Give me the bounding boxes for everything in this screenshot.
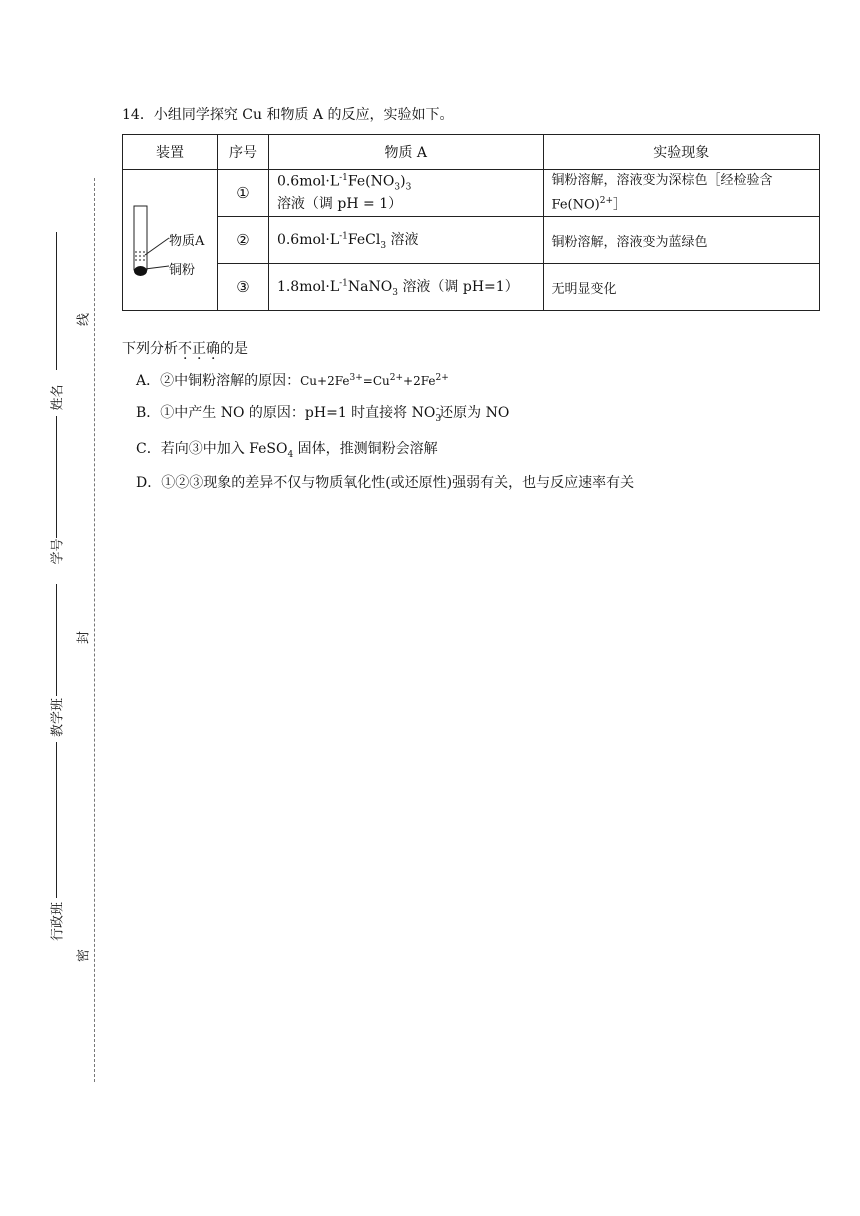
row1-number: ① xyxy=(218,170,269,217)
xingzhengban-label: 行政班 xyxy=(50,902,66,942)
margin-feng-label: 封 xyxy=(76,631,92,645)
emphasis-char: 确 xyxy=(206,341,220,357)
row3-number: ③ xyxy=(218,264,269,311)
header-apparatus: 装置 xyxy=(123,135,218,170)
header-number: 序号 xyxy=(218,135,269,170)
table-row xyxy=(123,217,820,264)
margin-xian-label: 线 xyxy=(76,313,92,327)
experiment-table xyxy=(122,134,820,311)
row2-number: ② xyxy=(218,217,269,264)
name-label: 姓名 xyxy=(50,384,66,411)
table-row xyxy=(123,170,820,217)
row1-substance: $0.6mol\cdot L^{-1}Fe(NO_3)_3$溶液（调 pH = 1） xyxy=(268,170,543,217)
emphasis-char: 正 xyxy=(192,341,206,357)
name-underline xyxy=(56,232,57,370)
analysis-lead: 下列分析不正确的是 xyxy=(122,341,248,357)
row3-substance: $1.8mol\cdot L^{-1}NaNO_3$ 溶液（调 pH=1） xyxy=(268,264,543,311)
row2-observation: 铜粉溶解，溶液变为蓝绿色 xyxy=(543,217,819,264)
header-substance: 物质 A xyxy=(268,135,543,170)
jiaoxueban-underline xyxy=(56,584,57,696)
seal-dashed-line xyxy=(94,178,95,1082)
table-header-row xyxy=(123,135,820,170)
row1-observation: 铜粉溶解，溶液变为深棕色［经检验含 Fe(NO)$^{2+}$］ xyxy=(543,170,819,217)
row3-observation: 无明显变化 xyxy=(543,264,819,311)
binding-margin xyxy=(0,0,100,1216)
row2-substance: $0.6mol\cdot L^{-1}FeCl_3$ 溶液 xyxy=(268,217,543,264)
label-substance-a: 物质A xyxy=(169,234,205,249)
question-stem: 14．小组同学探究 Cu 和物质 A 的反应，实验如下。 xyxy=(122,107,454,123)
emphasis-char: 不 xyxy=(178,341,192,357)
option-b: B．①中产生 NO 的原因：pH=1 时直接将 $NO_3^-$还原为 NO xyxy=(136,404,510,424)
table-row xyxy=(123,264,820,311)
xingzhengban-underline xyxy=(56,742,57,898)
header-observation: 实验现象 xyxy=(543,135,819,170)
option-d: D．①②③现象的差异不仅与物质氧化性(或还原性)强弱有关，也与反应速率有关 xyxy=(136,475,635,491)
option-a: A．②中铜粉溶解的原因：$Cu+2Fe^{3+}=Cu^{2+}+2Fe^{2+}$ xyxy=(136,373,449,389)
margin-mi-label: 密 xyxy=(76,949,92,963)
xuehao-underline xyxy=(56,416,57,538)
xuehao-label: 学号 xyxy=(50,538,66,565)
apparatus-cell xyxy=(123,170,218,311)
jiaoxueban-label: 教学班 xyxy=(50,698,66,738)
option-c: C．若向③中加入 FeSO$_4$ 固体，推测铜粉会溶解 xyxy=(136,441,438,460)
label-copper-powder: 铜粉 xyxy=(169,263,196,278)
